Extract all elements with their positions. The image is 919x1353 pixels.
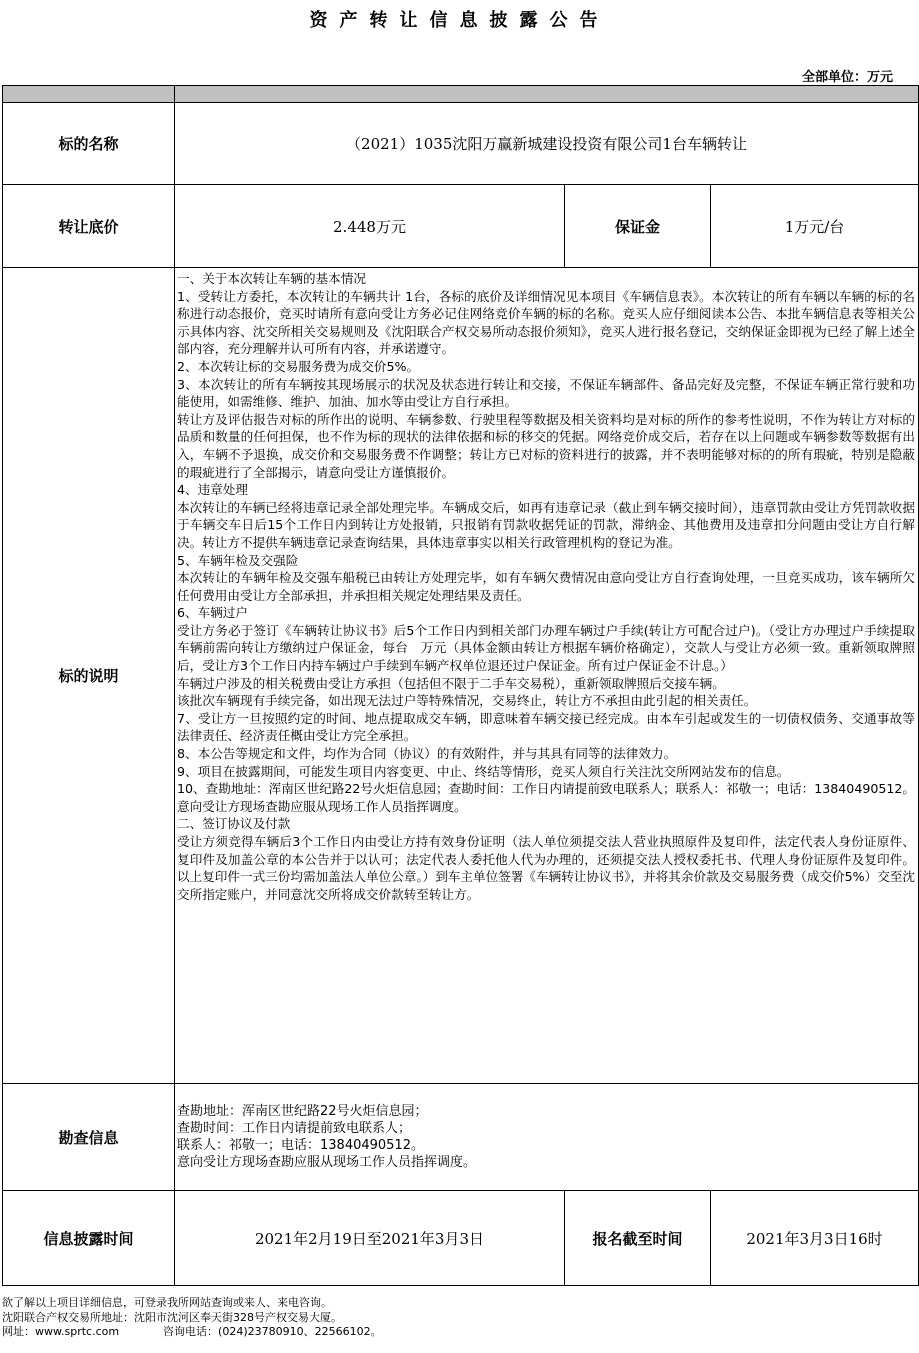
description-paragraph: 二、签订协议及付款 — [177, 816, 291, 832]
description-paragraph: 9、项目在披露期间，可能发生项目内容变更、中止、终结等情形，竞买人须自行关注沈交所网站发布的信息。 — [177, 763, 790, 779]
time-row — [3, 1191, 919, 1286]
survey-label: 勘查信息 — [3, 1084, 175, 1191]
description-paragraph: 车辆过户涉及的相关税费由受让方承担（包括但不限于二手车交易税），重新领取牌照后交接车辆。 — [177, 675, 725, 691]
price-label: 转让底价 — [3, 185, 175, 268]
description-paragraph: 本次转让的车辆年检及交强车船税已由转让方处理完毕，如有车辆欠费情况由意向受让方自行查询处理，一旦竞买成功，该车辆所欠任何费用由受让方全部承担，并承担相关规定处理结果及责任。 — [177, 570, 916, 603]
description-paragraph: 4、违章处理 — [177, 482, 248, 498]
description-paragraph: 6、车辆过户 — [177, 605, 248, 621]
deadline-label: 报名截至时间 — [565, 1191, 711, 1286]
description-paragraph: 受让方务必于签订《车辆转让协议书》后5个工作日内到相关部门办理车辆过户手续(转让方可配合过户)。（受让方办理过户手续提取车辆前需向转让方缴纳过户保证金，每台 万元（具体金额由转让方根据车辆价格确定），交款人与受让方必须一致。重新领取牌照后，受让方3个工作日内持车辆过户手续到车辆产权单位退还过户保证金。所有过户保证金不计息。） — [177, 622, 916, 674]
survey-row — [3, 1084, 919, 1191]
description-paragraph: 5、车辆年检及交强险 — [177, 552, 299, 568]
description-paragraph: 2、本次转让标的交易服务费为成交价5%。 — [177, 358, 420, 374]
description-row — [3, 268, 919, 1084]
header-bar-cell — [175, 86, 919, 103]
description-paragraph: 1、受转让方委托，本次转让的车辆共计 1台，各标的底价及详细情况见本项目《车辆信息表》。本次转让的所有车辆以车辆的标的名称进行动态报价，竞买时请所有意向受让方务必记住网络竞价车辆的标的名称。竞买人应仔细阅读本公告、本批车辆信息表等相关公示具体内容、沈交所相关交易规则及《沈阳联合产权交易所动态报价须知》，竞买人进行报名登记，交纳保证金即视为已经了解上述全部内容，充分理解并认可所有内容，并承诺遵守。 — [177, 288, 916, 357]
footer-notes — [2, 1296, 382, 1340]
description-paragraph: 转让方及评估报告对标的所作出的说明、车辆参数、行驶里程等数据及相关资料均是对标的所作的参考性说明，不作为转让方对标的品质和数量的任何担保，也不作为标的现状的法律依据和标的移交的凭据。网络竞价成交后，若存在以上问题或车辆参数等数据有出入，车辆不予退换，成交价和交易服务费不作调整；转让方已对标的资料进行的披露，并不表明能够对标的的所有瑕疵，特别是隐蔽的瑕疵进行了全部揭示，请意向受让方谨慎报价。 — [177, 411, 916, 480]
footer-line: 网址：www.sprtc.com 咨询电话：(024)23780910、22566102。 — [2, 1325, 382, 1338]
time-value: 2021年2月19日至2021年3月3日 — [175, 1191, 565, 1286]
description-label: 标的说明 — [3, 268, 175, 1084]
page-title: 资产转让信息披露公告 — [309, 10, 610, 31]
header-bar-cell — [3, 86, 175, 103]
footer-line: 欲了解以上项目详细信息，可登录我所网站查询或来人、来电咨询。 — [2, 1296, 332, 1309]
deadline-value: 2021年3月3日16时 — [711, 1191, 919, 1286]
description-paragraph: 7、受让方一旦按照约定的时间、地点提取成交车辆，即意味着车辆交接已经完成。由本车引起或发生的一切债权债务、交通事故等法律责任、经济责任概由受让方完全承担。 — [177, 710, 916, 744]
announcement-table — [2, 85, 919, 1286]
survey-line: 查勘地址：浑南区世纪路22号火炬信息园； — [177, 1104, 428, 1119]
deposit-value: 1万元/台 — [711, 185, 919, 268]
description-paragraph: 10、查勘地址：浑南区世纪路22号火炬信息园；查勘时间：工作日内请提前致电联系人；联系人：祁敬一；电话：13840490512。意向受让方现场查勘应服从现场工作人员指挥调度。 — [177, 781, 916, 814]
survey-line: 查勘时间：工作日内请提前致电联系人； — [177, 1121, 412, 1136]
survey-content — [175, 1084, 919, 1191]
description-paragraph: 8、本公告等规定和文件，均作为合同（协议）的有效附件，并与其具有同等的法律效力。 — [177, 746, 677, 762]
name-row — [3, 103, 919, 185]
survey-line: 联系人：祁敬一；电话：13840490512。 — [177, 1138, 424, 1153]
name-label: 标的名称 — [3, 103, 175, 185]
time-label: 信息披露时间 — [3, 1191, 175, 1286]
footer-line: 沈阳联合产权交易所地址：沈阳市沈河区奉天街328号产权交易大厦。 — [2, 1310, 342, 1324]
description-paragraph: 3、本次转让的所有车辆按其现场展示的状况及状态进行转让和交接，不保证车辆部件、备品完好及完整，不保证车辆正常行驶和功能使用，如需维修、维护、加油、加水等由受让方自行承担。 — [177, 376, 916, 410]
header-bar-row — [3, 86, 919, 103]
description-paragraph: 一、关于本次转让车辆的基本情况 — [177, 271, 366, 286]
unit-note: 全部单位：万元 — [801, 70, 893, 85]
price-row — [3, 185, 919, 268]
description-paragraph: 受让方须竞得车辆后3个工作日内由受让方持有效身份证明（法人单位须提交法人营业执照原件及复印件，法定代表人身份证原件、复印件及加盖公章的本公告并于以认可；法定代表人委托他人代为办理的，还须提交法人授权委托书、代理人身份证原件及复印件。以上复印件一式三份均需加盖法人单位公章。）到车主单位签署《车辆转让协议书》，并将其余价款及交易服务费（成交价5%）交至沈交所指定账户，并同意沈交所将成交价款转至转让方。 — [177, 834, 916, 902]
name-value: （2021）1035沈阳万赢新城建设投资有限公司1台车辆转让 — [175, 103, 919, 185]
description-paragraph: 该批次车辆现有手续完备，如出现无法过户等特殊情况，交易终止，转让方不承担由此引起的相关责任。 — [177, 693, 757, 709]
deposit-label: 保证金 — [565, 185, 711, 268]
survey-line: 意向受让方现场查勘应服从现场工作人员指挥调度。 — [177, 1155, 477, 1170]
description-paragraph: 本次转让的车辆已经将违章记录全部处理完毕。车辆成交后，如再有违章记录（截止到车辆交接时间），违章罚款由受让方凭罚款收据于车辆交车日后15个工作日内到转让方处报销，只报销有罚款收据凭证的罚款，滞纳金、其他费用及违章扣分问题由受让方自行解决。转让方不提供车辆违章记录查询结果，具体违章事实以相关行政管理机构的登记为准。 — [177, 499, 916, 550]
description-content — [175, 268, 919, 1084]
price-value: 2.448万元 — [175, 185, 565, 268]
